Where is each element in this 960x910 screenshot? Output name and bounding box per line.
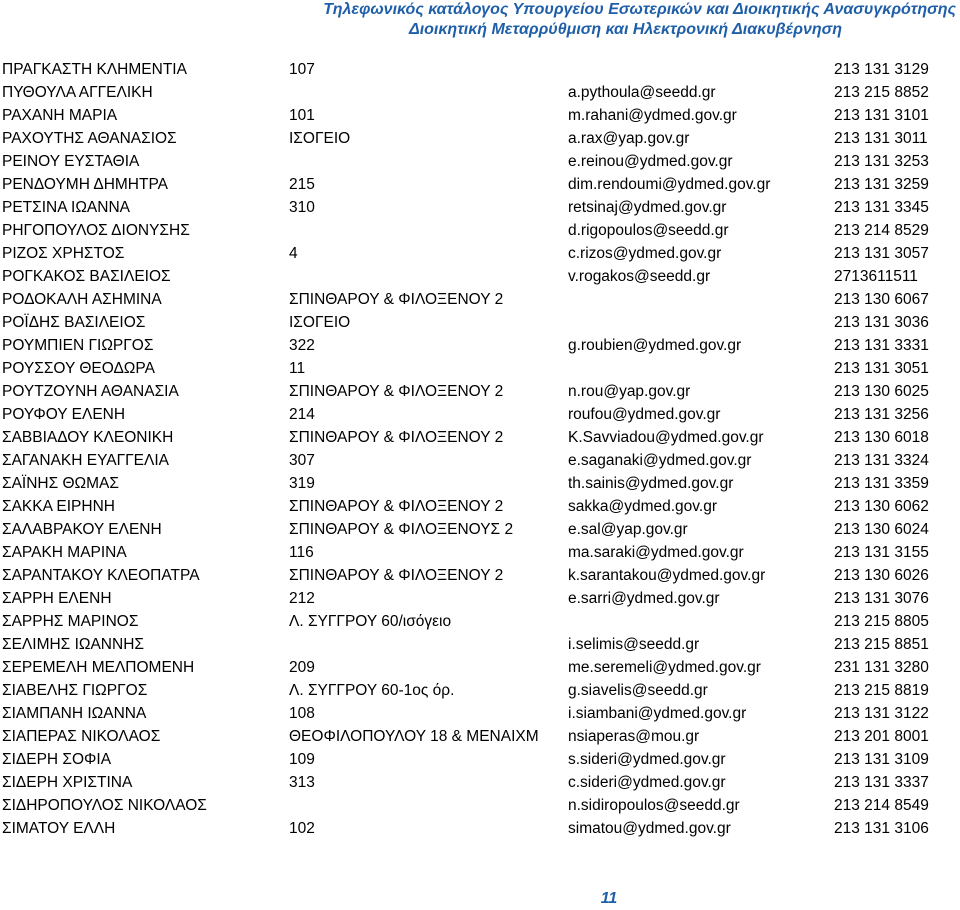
page-header [323, 0, 956, 40]
entry-name: ΣΑΛΑΒΡΑΚΟΥ ΕΛΕΝΗ [2, 521, 162, 538]
entry-phone: 213 131 3324 [834, 452, 929, 469]
entry-name: ΣΕΛΙΜΗΣ ΙΩΑΝΝΗΣ [2, 636, 144, 653]
entry-phone: 213 131 3106 [834, 820, 929, 837]
table-row [0, 104, 960, 127]
entry-office: 313 [289, 774, 315, 791]
phone-directory-table [0, 58, 960, 840]
entry-email: m.rahani@ydmed.gov.gr [568, 104, 737, 127]
entry-name: ΡΗΓΟΠΟΥΛΟΣ ΔΙΟΝΥΣΗΣ [2, 222, 190, 239]
table-row [0, 288, 960, 311]
table-row [0, 380, 960, 403]
entry-name: ΣΙΑΠΕΡΑΣ ΝΙΚΟΛΑΟΣ [2, 728, 161, 745]
entry-name: ΣΑΪΝΗΣ ΘΩΜΑΣ [2, 475, 119, 492]
entry-email: a.pythoula@seedd.gr [568, 81, 716, 104]
table-row [0, 81, 960, 104]
entry-office: 108 [289, 705, 315, 722]
table-row [0, 472, 960, 495]
entry-name: ΣΑΡΡΗΣ ΜΑΡΙΝΟΣ [2, 613, 139, 630]
entry-name: ΡΟΔΟΚΑΛΗ ΑΣΗΜΙΝΑ [2, 291, 162, 308]
entry-phone: 213 131 3076 [834, 590, 929, 607]
table-row [0, 610, 960, 633]
table-row [0, 311, 960, 334]
entry-phone: 213 215 8819 [834, 682, 929, 699]
entry-phone: 213 214 8549 [834, 797, 929, 814]
entry-phone: 213 215 8805 [834, 613, 929, 630]
entry-office: ΣΠΙΝΘΑΡΟΥ & ΦΙΛΟΞΕΝΟΥ 2 [289, 383, 504, 400]
entry-name: ΡΟΥΤΖΟΥΝΗ ΑΘΑΝΑΣΙΑ [2, 383, 179, 400]
entry-office: 212 [289, 590, 315, 607]
table-row [0, 633, 960, 656]
entry-phone: 213 130 6018 [834, 429, 929, 446]
entry-phone: 213 131 3011 [834, 130, 928, 147]
entry-office: ΙΣΟΓΕΙΟ [289, 314, 351, 331]
table-row [0, 495, 960, 518]
table-row [0, 58, 960, 81]
table-row [0, 679, 960, 702]
table-row [0, 794, 960, 817]
entry-email: s.sideri@ydmed.gov.gr [568, 748, 726, 771]
entry-name: ΣΙΑΜΠΑΝΗ ΙΩΑΝΝΑ [2, 705, 147, 722]
entry-office: ΣΠΙΝΘΑΡΟΥ & ΦΙΛΟΞΕΝΟΥ 2 [289, 291, 504, 308]
entry-phone: 213 201 8001 [834, 728, 929, 745]
entry-name: ΡΟΥΜΠΙΕΝ ΓΙΩΡΓΟΣ [2, 337, 154, 354]
entry-name: ΣΑΡΑΝΤΑΚΟΥ ΚΛΕΟΠΑΤΡΑ [2, 567, 200, 584]
entry-office: 310 [289, 199, 315, 216]
entry-email: K.Savviadou@ydmed.gov.gr [568, 426, 764, 449]
table-row [0, 702, 960, 725]
entry-name: ΣΑΡΡΗ ΕΛΕΝΗ [2, 590, 112, 607]
table-row [0, 173, 960, 196]
table-row [0, 817, 960, 840]
page-number: 11 [600, 890, 618, 907]
entry-email: d.rigopoulos@seedd.gr [568, 219, 729, 242]
table-row [0, 403, 960, 426]
entry-phone: 213 131 3036 [834, 314, 929, 331]
table-row [0, 748, 960, 771]
entry-phone: 213 130 6062 [834, 498, 929, 515]
entry-office: ΘΕΟΦΙΛΟΠΟΥΛΟΥ 18 & ΜΕΝΑΙΧΜ [289, 728, 539, 745]
entry-office: 319 [289, 475, 315, 492]
entry-office: 101 [289, 107, 315, 124]
entry-phone: 213 131 3129 [834, 61, 929, 78]
entry-office: ΣΠΙΝΘΑΡΟΥ & ΦΙΛΟΞΕΝΟΥ 2 [289, 429, 504, 446]
entry-phone: 213 131 3109 [834, 751, 929, 768]
entry-office: 11 [289, 360, 306, 377]
table-row [0, 242, 960, 265]
table-row [0, 150, 960, 173]
entry-email: k.sarantakou@ydmed.gov.gr [568, 564, 765, 587]
entry-email: th.sainis@ydmed.gov.gr [568, 472, 733, 495]
entry-email: retsinaj@ydmed.gov.gr [568, 196, 726, 219]
entry-office: 322 [289, 337, 315, 354]
entry-email: ma.saraki@ydmed.gov.gr [568, 541, 744, 564]
entry-email: simatou@ydmed.gov.gr [568, 817, 731, 840]
header-title-line1: Τηλεφωνικός κατάλογος Υπουργείου Εσωτερικών και Διοικητικής Ανασυγκρότησης [323, 1, 956, 18]
table-row [0, 541, 960, 564]
entry-name: ΡΙΖΟΣ ΧΡΗΣΤΟΣ [2, 245, 125, 262]
entry-name: ΡΟΥΦΟΥ ΕΛΕΝΗ [2, 406, 126, 423]
entry-office: 107 [289, 61, 315, 78]
entry-phone: 213 131 3259 [834, 176, 929, 193]
entry-email: g.roubien@ydmed.gov.gr [568, 334, 741, 357]
entry-name: ΡΟΓΚΑΚΟΣ ΒΑΣΙΛΕΙΟΣ [2, 268, 171, 285]
entry-name: ΠΡΑΓΚΑΣΤΗ ΚΛΗΜΕΝΤΙΑ [2, 61, 187, 78]
entry-phone: 213 131 3051 [834, 360, 929, 377]
entry-name: ΡΕΤΣΙΝΑ ΙΩΑΝΝΑ [2, 199, 130, 216]
entry-office: 307 [289, 452, 315, 469]
entry-office: ΣΠΙΝΘΑΡΟΥ & ΦΙΛΟΞΕΝΟΥΣ 2 [289, 521, 514, 538]
entry-office: Λ. ΣΥΓΓΡΟΥ 60-1ος όρ. [289, 682, 455, 699]
entry-phone: 213 131 3101 [834, 107, 929, 124]
entry-office: 215 [289, 176, 315, 193]
table-row [0, 334, 960, 357]
entry-name: ΣΙΜΑΤΟΥ ΕΛΛΗ [2, 820, 116, 837]
table-row [0, 587, 960, 610]
entry-name: ΡΑΧΟΥΤΗΣ ΑΘΑΝΑΣΙΟΣ [2, 130, 177, 147]
entry-office: Λ. ΣΥΓΓΡΟΥ 60/ισόγειο [289, 613, 452, 630]
entry-phone: 213 131 3256 [834, 406, 929, 423]
entry-office: 209 [289, 659, 315, 676]
table-row [0, 426, 960, 449]
entry-email: sakka@ydmed.gov.gr [568, 495, 717, 518]
entry-phone: 2713611511 [834, 268, 918, 285]
entry-phone: 213 131 3155 [834, 544, 929, 561]
table-row [0, 725, 960, 748]
entry-email: n.sidiropoulos@seedd.gr [568, 794, 740, 817]
entry-phone: 213 131 3331 [834, 337, 929, 354]
entry-phone: 213 130 6024 [834, 521, 929, 538]
header-title-line2: Διοικητική Μεταρρύθμιση και Ηλεκτρονική Διακυβέρνηση [408, 21, 842, 38]
entry-phone: 213 131 3057 [834, 245, 929, 262]
entry-office: ΣΠΙΝΘΑΡΟΥ & ΦΙΛΟΞΕΝΟΥ 2 [289, 567, 504, 584]
entry-office: 214 [289, 406, 315, 423]
entry-office: 116 [289, 544, 314, 561]
entry-email: roufou@ydmed.gov.gr [568, 403, 720, 426]
entry-phone: 213 131 3122 [834, 705, 929, 722]
entry-office: 4 [289, 245, 298, 262]
entry-name: ΣΙΑΒΕΛΗΣ ΓΙΩΡΓΟΣ [2, 682, 148, 699]
entry-name: ΡΕΙΝΟΥ ΕΥΣΤΑΘΙΑ [2, 153, 140, 170]
entry-name: ΣΑΚΚΑ ΕΙΡΗΝΗ [2, 498, 115, 515]
entry-name: ΡΕΝΔΟΥΜΗ ΔΗΜΗΤΡΑ [2, 176, 168, 193]
entry-phone: 213 131 3345 [834, 199, 929, 216]
table-row [0, 449, 960, 472]
table-row [0, 265, 960, 288]
entry-office: ΣΠΙΝΘΑΡΟΥ & ΦΙΛΟΞΕΝΟΥ 2 [289, 498, 504, 515]
entry-name: ΣΙΔΕΡΗ ΣΟΦΙΑ [2, 751, 112, 768]
entry-phone: 213 131 3359 [834, 475, 929, 492]
entry-name: ΣΙΔΕΡΗ ΧΡΙΣΤΙΝΑ [2, 774, 133, 791]
entry-email: v.rogakos@seedd.gr [568, 265, 710, 288]
table-row [0, 219, 960, 242]
entry-office: 102 [289, 820, 315, 837]
entry-phone: 231 131 3280 [834, 659, 929, 676]
entry-phone: 213 131 3337 [834, 774, 929, 791]
entry-email: c.rizos@ydmed.gov.gr [568, 242, 721, 265]
table-row [0, 771, 960, 794]
table-row [0, 564, 960, 587]
entry-name: ΣΑΒΒΙΑΔΟΥ ΚΛΕΟΝΙΚΗ [2, 429, 174, 446]
entry-email: n.rou@yap.gov.gr [568, 380, 690, 403]
entry-office: 109 [289, 751, 315, 768]
entry-name: ΡΟΪΔΗΣ ΒΑΣΙΛΕΙΟΣ [2, 314, 146, 331]
entry-phone: 213 131 3253 [834, 153, 929, 170]
entry-phone: 213 215 8852 [834, 84, 929, 101]
entry-email: e.reinou@ydmed.gov.gr [568, 150, 733, 173]
entry-email: nsiaperas@mou.gr [568, 725, 699, 748]
entry-name: ΡΟΥΣΣΟΥ ΘΕΟΔΩΡΑ [2, 360, 155, 377]
entry-name: ΣΕΡΕΜΕΛΗ ΜΕΛΠΟΜΕΝΗ [2, 659, 195, 676]
table-row [0, 656, 960, 679]
table-row [0, 518, 960, 541]
entry-email: e.sarri@ydmed.gov.gr [568, 587, 720, 610]
table-row [0, 357, 960, 380]
entry-email: c.sideri@ydmed.gov.gr [568, 771, 726, 794]
entry-phone: 213 130 6067 [834, 291, 929, 308]
entry-email: a.rax@yap.gov.gr [568, 127, 689, 150]
entry-name: ΣΑΡΑΚΗ ΜΑΡΙΝΑ [2, 544, 127, 561]
entry-phone: 213 130 6025 [834, 383, 929, 400]
entry-email: e.sal@yap.gov.gr [568, 518, 688, 541]
entry-phone: 213 214 8529 [834, 222, 929, 239]
entry-email: i.selimis@seedd.gr [568, 633, 699, 656]
entry-name: ΣΑΓΑΝΑΚΗ ΕΥΑΓΓΕΛΙΑ [2, 452, 170, 469]
entry-email: g.siavelis@seedd.gr [568, 679, 708, 702]
entry-phone: 213 130 6026 [834, 567, 929, 584]
entry-name: ΠΥΘΟΥΛΑ ΑΓΓΕΛΙΚΗ [2, 84, 153, 101]
entry-email: me.seremeli@ydmed.gov.gr [568, 656, 761, 679]
table-row [0, 127, 960, 150]
entry-email: dim.rendoumi@ydmed.gov.gr [568, 173, 770, 196]
entry-name: ΣΙΔΗΡΟΠΟΥΛΟΣ ΝΙΚΟΛΑΟΣ [2, 797, 207, 814]
table-row [0, 196, 960, 219]
entry-email: e.saganaki@ydmed.gov.gr [568, 449, 751, 472]
entry-email: i.siambani@ydmed.gov.gr [568, 702, 746, 725]
entry-phone: 213 215 8851 [834, 636, 929, 653]
entry-name: ΡΑΧΑΝΗ ΜΑΡΙΑ [2, 107, 118, 124]
entry-office: ΙΣΟΓΕΙΟ [289, 130, 351, 147]
